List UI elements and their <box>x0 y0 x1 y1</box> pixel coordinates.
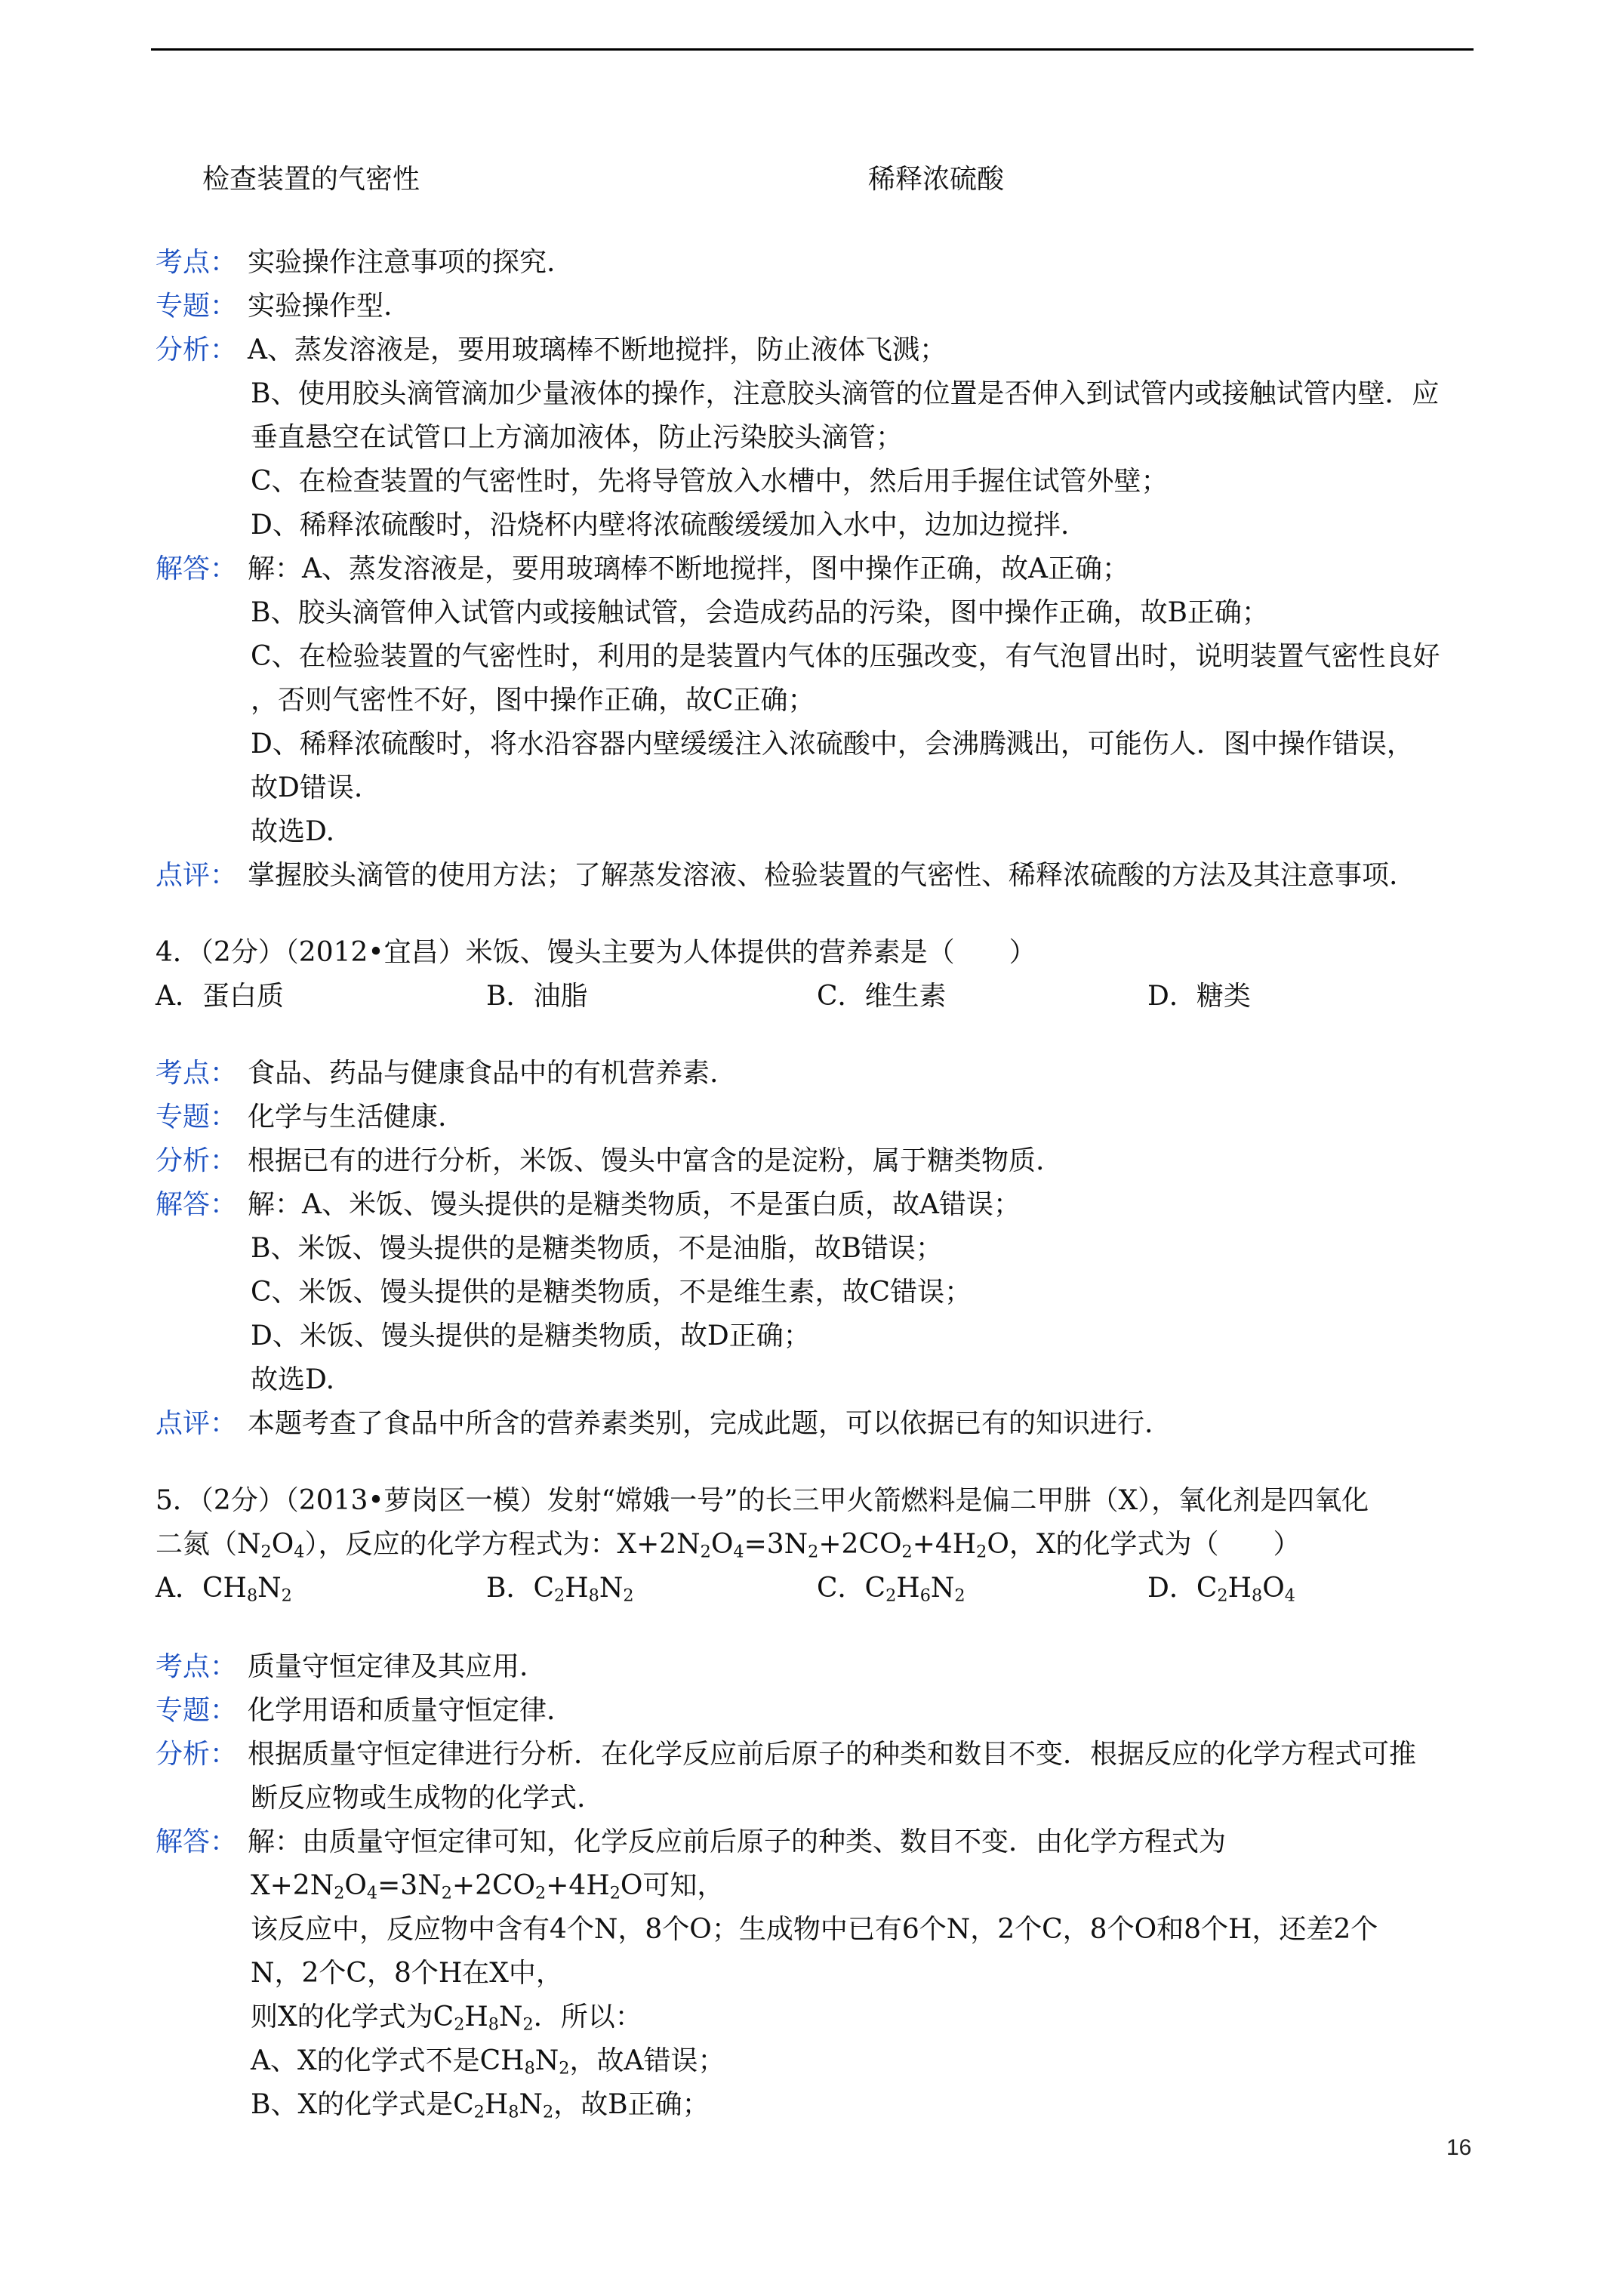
text-line <box>817 1569 965 1608</box>
formula-text: +2CO <box>818 1529 902 1560</box>
text-line <box>817 977 947 1016</box>
text-line <box>251 462 1169 501</box>
subscript: 2 <box>885 1586 897 1606</box>
section-label: 专题： <box>156 1102 238 1133</box>
subscript: 4 <box>1284 1586 1295 1606</box>
subscript: 2 <box>554 1586 565 1606</box>
text-line <box>251 2042 725 2081</box>
labeled-line <box>156 856 1397 895</box>
line-text: N，2个C，8个H在X中， <box>251 1958 563 1989</box>
labeled-line <box>156 1691 555 1730</box>
line-text: C、米饭、馒头提供的是糖类物质，不是维生素，故C错误； <box>251 1277 972 1308</box>
header-rule <box>151 48 1474 51</box>
text-line <box>251 506 1069 545</box>
formula-text: O <box>271 1529 294 1560</box>
formula-text: C．C <box>817 1573 886 1604</box>
labeled-line <box>156 1823 1226 1862</box>
formula-text: ，故B正确； <box>553 2089 710 2120</box>
text-line <box>156 1569 292 1608</box>
line-text: 解：由质量守恒定律可知，化学反应前后原子的种类、数目不变．由化学方程式为 <box>248 1826 1227 1857</box>
text-line <box>486 977 587 1016</box>
line-text: D、稀释浓硫酸时，将水沿容器内壁缓缓注入浓硫酸中，会沸腾溅出，可能伤人．图中操作错误， <box>251 729 1414 760</box>
subscript: 2 <box>542 2102 554 2122</box>
text-line <box>251 593 1269 633</box>
subscript: 2 <box>535 1883 547 1903</box>
subscript: 2 <box>609 1883 621 1903</box>
labeled-line <box>156 1647 528 1687</box>
text-line <box>156 1481 1369 1521</box>
text-line <box>156 977 284 1016</box>
text-line <box>251 374 1439 414</box>
line-text: 实验操作型. <box>248 291 393 322</box>
text-line <box>251 1866 724 1906</box>
line-text: ，否则气密性不好，图中操作正确，故C正确； <box>251 685 815 716</box>
line-text: 化学用语和质量守恒定律. <box>248 1695 556 1726</box>
subscript: 4 <box>366 1883 378 1903</box>
subscript: 2 <box>623 1586 634 1606</box>
subscript: 2 <box>260 1542 272 1562</box>
labeled-line <box>156 243 555 282</box>
text-line <box>251 637 1440 676</box>
text-line <box>1147 977 1251 1016</box>
formula-text: D．C <box>1147 1573 1218 1604</box>
line-text: 故选D. <box>251 816 335 847</box>
subscript: 2 <box>976 1542 987 1562</box>
line-text: 故D错误. <box>251 772 363 803</box>
formula-text: A、X的化学式不是CH <box>251 2045 525 2076</box>
text-line <box>251 725 1414 764</box>
subscript: 2 <box>901 1542 913 1562</box>
formula-text: H <box>464 2002 488 2032</box>
text-line <box>251 1779 585 1818</box>
text-line <box>251 2085 710 2125</box>
formula-text: B．C <box>486 1573 555 1604</box>
labeled-line <box>156 550 1129 589</box>
line-text: 质量守恒定律及其应用. <box>248 1651 528 1682</box>
text-line <box>251 418 903 458</box>
text-line <box>486 1569 634 1608</box>
section-label: 分析： <box>156 334 238 365</box>
labeled-line <box>156 1735 1416 1774</box>
subscript: 2 <box>700 1542 711 1562</box>
text-line <box>1147 1569 1295 1608</box>
line-text: 4．（2分）（2012•宜昌）米饭、馒头主要为人体提供的营养素是（ ） <box>156 937 1036 968</box>
line-text: 掌握胶头滴管的使用方法；了解蒸发溶液、检验装置的气密性、稀释浓硫酸的方法及其注意事项. <box>248 860 1398 891</box>
subscript: 2 <box>1217 1586 1228 1606</box>
subscript: 8 <box>588 1586 599 1606</box>
line-text: 根据已有的进行分析，米饭、馒头中富含的是淀粉，属于糖类物质. <box>248 1145 1045 1176</box>
line-text: 解：A、蒸发溶液是，要用玻璃棒不断地搅拌，图中操作正确，故A正确； <box>248 553 1130 584</box>
formula-text: N <box>519 2089 543 2120</box>
formula-text: H <box>565 1573 589 1604</box>
section-label: 专题： <box>156 1695 238 1726</box>
line-text: 化学与生活健康. <box>248 1102 447 1133</box>
formula-text: +4H <box>912 1529 977 1560</box>
text-line <box>251 1998 642 2037</box>
line-text: D、米饭、馒头提供的是糖类物质，故D正确； <box>251 1321 811 1351</box>
subscript: 2 <box>954 1586 965 1606</box>
line-text: 实验操作注意事项的探究. <box>248 247 556 278</box>
line-text: 食品、药品与健康食品中的有机营养素. <box>248 1058 719 1089</box>
labeled-line <box>156 1098 446 1137</box>
text-line <box>156 933 1036 972</box>
subscript: 2 <box>808 1542 819 1562</box>
line-text: 5．（2分）（2013•萝岗区一模）发射“嫦娥一号”的长三甲火箭燃料是偏二甲肼（X），氧化剂是四氧化 <box>156 1485 1369 1516</box>
section-label: 分析： <box>156 1739 238 1770</box>
subscript: 8 <box>524 2058 535 2079</box>
formula-text: H <box>896 1573 920 1604</box>
text-line <box>156 1525 1301 1564</box>
line-text: 故选D. <box>251 1364 335 1395</box>
formula-text: O <box>1262 1573 1285 1604</box>
formula-text: X+2N <box>251 1870 334 1901</box>
formula-text: N <box>930 1573 955 1604</box>
figure-caption-right: 稀释浓硫酸 <box>868 164 1005 195</box>
text-line <box>251 1954 563 1993</box>
subscript: 8 <box>246 1586 258 1606</box>
formula-text: 则X的化学式为C <box>251 2002 454 2032</box>
section-label: 点评： <box>156 1408 238 1439</box>
line-text: A、蒸发溶液是，要用玻璃棒不断地搅拌，防止液体飞溅； <box>248 334 947 365</box>
subscript: 6 <box>919 1586 931 1606</box>
text-line <box>251 681 815 720</box>
labeled-line <box>156 331 947 370</box>
formula-text: =3N <box>744 1529 808 1560</box>
formula-text: ），反应的化学方程式为：X+2N <box>304 1529 701 1560</box>
line-text: D、稀释浓硫酸时，沿烧杯内壁将浓硫酸缓缓加入水中，边加边搅拌. <box>251 510 1070 541</box>
formula-text: O，X的化学式为（ ） <box>987 1529 1301 1560</box>
line-text: 根据质量守恒定律进行分析．在化学反应前后原子的种类和数目不变．根据反应的化学方程式可推 <box>248 1739 1417 1770</box>
line-text: A．蛋白质 <box>156 981 284 1012</box>
formula-text: 二氮（N <box>156 1529 261 1560</box>
formula-text: O可知， <box>620 1870 725 1901</box>
line-text: B、使用胶头滴管滴加少量液体的操作，注意胶头滴管的位置是否伸入到试管内或接触试管内壁．应 <box>251 378 1440 409</box>
formula-text: O <box>344 1870 367 1901</box>
formula-text: ，故A错误； <box>569 2045 725 2076</box>
subscript: 2 <box>281 1586 292 1606</box>
line-text: C．维生素 <box>817 981 947 1012</box>
formula-text: H <box>484 2089 509 2120</box>
formula-text: =3N <box>377 1870 442 1901</box>
formula-text: N <box>499 2002 523 2032</box>
text-line <box>251 769 362 808</box>
line-text: B、胶头滴管伸入试管内或接触试管，会造成药品的污染，图中操作正确，故B正确； <box>251 597 1269 628</box>
section-label: 专题： <box>156 291 238 322</box>
formula-text: H <box>1227 1573 1252 1604</box>
section-label: 解答： <box>156 1189 238 1220</box>
subscript: 8 <box>1252 1586 1263 1606</box>
subscript: 2 <box>454 2014 465 2035</box>
line-text: 断反应物或生成物的化学式. <box>251 1783 586 1814</box>
formula-text: N <box>534 2045 559 2076</box>
labeled-line <box>156 287 392 326</box>
formula-text: +2CO <box>451 1870 536 1901</box>
formula-text: +4H <box>546 1870 610 1901</box>
line-text: 解：A、米饭、馒头提供的是糖类物质，不是蛋白质，故A错误； <box>248 1189 1021 1220</box>
section-label: 考点： <box>156 247 238 278</box>
line-text: D．糖类 <box>1147 981 1251 1012</box>
formula-text: A．CH <box>156 1573 247 1604</box>
subscript: 4 <box>733 1542 744 1562</box>
subscript: 8 <box>488 2014 499 2035</box>
text-line <box>251 812 334 852</box>
formula-text: B、X的化学式是C <box>251 2089 474 2120</box>
text-line <box>251 1361 334 1400</box>
text-line <box>251 1273 972 1312</box>
subscript: 2 <box>334 1883 345 1903</box>
subscript: 8 <box>508 2102 519 2122</box>
text-line <box>251 1910 1378 1949</box>
line-text: 垂直悬空在试管口上方滴加液体，防止污染胶头滴管； <box>251 422 904 453</box>
subscript: 2 <box>473 2102 485 2122</box>
subscript: 4 <box>294 1542 305 1562</box>
section-label: 考点： <box>156 1058 238 1089</box>
formula-text: ．所以： <box>533 2002 642 2032</box>
section-label: 解答： <box>156 553 238 584</box>
line-text: B．油脂 <box>486 981 588 1012</box>
line-text: C、在检查装置的气密性时，先将导管放入水槽中，然后用手握住试管外壁； <box>251 466 1169 497</box>
line-text: 该反应中，反应物中含有4个N，8个O；生成物中已有6个N，2个C，8个O和8个H，还差2个 <box>251 1914 1378 1945</box>
page-number: 16 <box>1446 2135 1472 2160</box>
formula-text: N <box>599 1573 624 1604</box>
text-line <box>251 1229 943 1268</box>
subscript: 2 <box>559 2058 570 2079</box>
figure-caption-left: 检查装置的气密性 <box>202 164 420 195</box>
line-text: C、在检验装置的气密性时，利用的是装置内气体的压强改变，有气泡冒出时，说明装置气密性良好 <box>251 641 1440 672</box>
formula-text: O <box>710 1529 734 1560</box>
subscript: 2 <box>441 1883 452 1903</box>
line-text: B、米饭、馒头提供的是糖类物质，不是油脂，故B错误； <box>251 1233 943 1264</box>
formula-text: N <box>257 1573 282 1604</box>
labeled-line <box>156 1404 1153 1444</box>
labeled-line <box>156 1185 1021 1225</box>
line-text: 本题考查了食品中所含的营养素类别，完成此题，可以依据已有的知识进行. <box>248 1408 1153 1439</box>
labeled-line <box>156 1054 718 1093</box>
subscript: 2 <box>522 2014 534 2035</box>
section-label: 点评： <box>156 860 238 891</box>
section-label: 解答： <box>156 1826 238 1857</box>
section-label: 考点： <box>156 1651 238 1682</box>
section-label: 分析： <box>156 1145 238 1176</box>
text-line <box>251 1317 811 1356</box>
labeled-line <box>156 1142 1044 1181</box>
